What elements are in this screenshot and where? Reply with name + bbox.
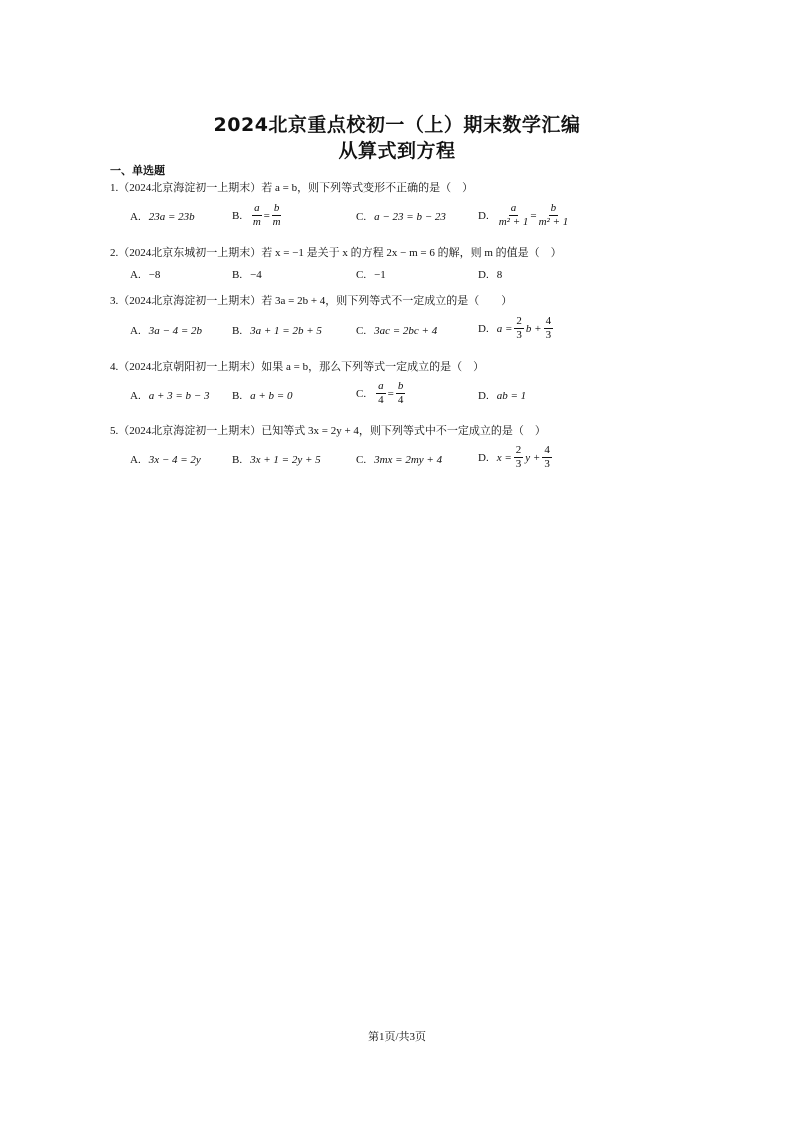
fraction xyxy=(544,316,554,341)
denominator: 4 xyxy=(378,394,384,406)
option-label: B. xyxy=(232,269,243,281)
option-label: D. xyxy=(478,451,489,464)
q4-option-b xyxy=(232,390,292,402)
option-label: A. xyxy=(130,211,141,223)
denominator: m xyxy=(272,216,281,228)
q3-option-c xyxy=(356,325,437,337)
option-expression: 3a − 4 = 2b xyxy=(148,325,203,337)
fraction xyxy=(396,381,406,406)
question-2-stem: 2.（2024北京东城初一上期末）若 x = −1 是关于 x 的方程 2x − m = 6 的解，则 m 的值是（ ） xyxy=(110,247,562,259)
option-label: D. xyxy=(478,269,489,281)
q5-option-a xyxy=(130,454,201,466)
fraction xyxy=(514,445,524,470)
numerator: b xyxy=(273,202,280,214)
option-expression: a + b = 0 xyxy=(250,390,293,402)
equals-sign: = xyxy=(387,387,394,400)
option-label: D. xyxy=(478,209,489,222)
q4-option-a xyxy=(130,390,209,402)
q3-option-b xyxy=(232,325,322,337)
option-label: A. xyxy=(130,325,141,337)
fraction xyxy=(272,203,282,228)
option-label: B. xyxy=(232,325,243,337)
numerator: 4 xyxy=(544,444,550,456)
fraction xyxy=(376,381,386,406)
q5-option-d xyxy=(478,445,554,470)
option-expression: −1 xyxy=(374,269,386,281)
fraction xyxy=(539,203,569,228)
q2-option-c xyxy=(356,269,386,281)
q2-option-a xyxy=(130,269,160,281)
option-label: A. xyxy=(130,390,141,402)
q1-option-b xyxy=(232,203,283,228)
numerator: 2 xyxy=(515,444,522,456)
denominator: 3 xyxy=(544,458,550,470)
option-middle: b + xyxy=(525,322,542,335)
q3-option-d xyxy=(478,316,555,341)
section-heading: 一、单选题 xyxy=(110,164,165,177)
option-expression: 3x + 1 = 2y + 5 xyxy=(250,454,321,466)
numerator: 2 xyxy=(516,315,522,327)
option-expression: 3a + 1 = 2b + 5 xyxy=(250,325,322,337)
option-expression: 3ac = 2bc + 4 xyxy=(374,325,438,337)
denominator: 3 xyxy=(545,329,552,341)
question-5-stem: 5.（2024北京海淀初一上期末）已知等式 3x = 2y + 4，则下列等式中不一定成立的是（ ） xyxy=(110,425,546,437)
option-label: A. xyxy=(130,454,141,466)
option-prefix: x = xyxy=(496,451,512,464)
numerator: b xyxy=(550,202,557,214)
fraction xyxy=(542,445,552,470)
denominator: m² + 1 xyxy=(538,216,569,228)
q4-option-d xyxy=(478,390,526,402)
document-subtitle: 从算式到方程 xyxy=(338,140,456,162)
option-label: C. xyxy=(356,269,367,281)
numerator: a xyxy=(510,202,517,214)
option-label: B. xyxy=(232,390,243,402)
option-label: C. xyxy=(356,325,367,337)
q4-option-c xyxy=(356,381,407,406)
q1-option-c xyxy=(356,211,446,223)
question-3-stem: 3.（2024北京海淀初一上期末）若 3a = 2b + 4，则下列等式不一定成立的是（ ） xyxy=(110,295,513,307)
equals-sign: = xyxy=(530,209,537,222)
option-label: B. xyxy=(232,209,243,222)
option-label: C. xyxy=(356,387,367,400)
option-expression: 3mx = 2my + 4 xyxy=(374,454,443,466)
option-expression: 3x − 4 = 2y xyxy=(148,454,201,466)
option-expression: a − 23 = b − 23 xyxy=(374,211,446,223)
option-label: B. xyxy=(232,454,243,466)
q1-option-d xyxy=(478,203,570,228)
option-expression: a + 3 = b − 3 xyxy=(148,390,210,402)
option-expression: ab = 1 xyxy=(496,390,527,402)
q5-option-b xyxy=(232,454,321,466)
denominator: m xyxy=(252,216,261,228)
q2-option-b xyxy=(232,269,262,281)
numerator: b xyxy=(397,380,404,392)
q1-option-a xyxy=(130,211,195,223)
fraction xyxy=(499,203,529,228)
option-middle: y + xyxy=(525,451,541,464)
option-label: C. xyxy=(356,454,367,466)
denominator: m² + 1 xyxy=(498,216,529,228)
q2-option-d xyxy=(478,269,502,281)
numerator: a xyxy=(254,202,260,214)
q3-option-a xyxy=(130,325,202,337)
denominator: 3 xyxy=(516,329,522,341)
question-4-stem: 4.（2024北京朝阳初一上期末）如果 a = b，那么下列等式一定成立的是（ ） xyxy=(110,361,485,373)
q5-option-c xyxy=(356,454,442,466)
denominator: 3 xyxy=(515,458,522,470)
equals-sign: = xyxy=(263,209,270,222)
option-expression: 23a = 23b xyxy=(148,211,195,223)
page-footer: 第1页/共3页 xyxy=(367,1031,427,1043)
question-1-stem: 1.（2024北京海淀初一上期末）若 a = b，则下列等式变形不正确的是（ ） xyxy=(110,182,474,194)
numerator: a xyxy=(378,380,384,392)
option-label: A. xyxy=(130,269,141,281)
option-label: D. xyxy=(478,322,489,335)
document-title: 2024北京重点校初一（上）期末数学汇编 xyxy=(213,114,581,136)
option-expression: 8 xyxy=(496,269,503,281)
option-label: C. xyxy=(356,211,367,223)
numerator: 4 xyxy=(545,315,552,327)
fraction xyxy=(252,203,262,228)
option-expression: −8 xyxy=(148,269,161,281)
option-prefix: a = xyxy=(496,322,513,335)
fraction xyxy=(514,316,524,341)
option-expression: −4 xyxy=(250,269,262,281)
denominator: 4 xyxy=(397,394,404,406)
option-label: D. xyxy=(478,390,489,402)
